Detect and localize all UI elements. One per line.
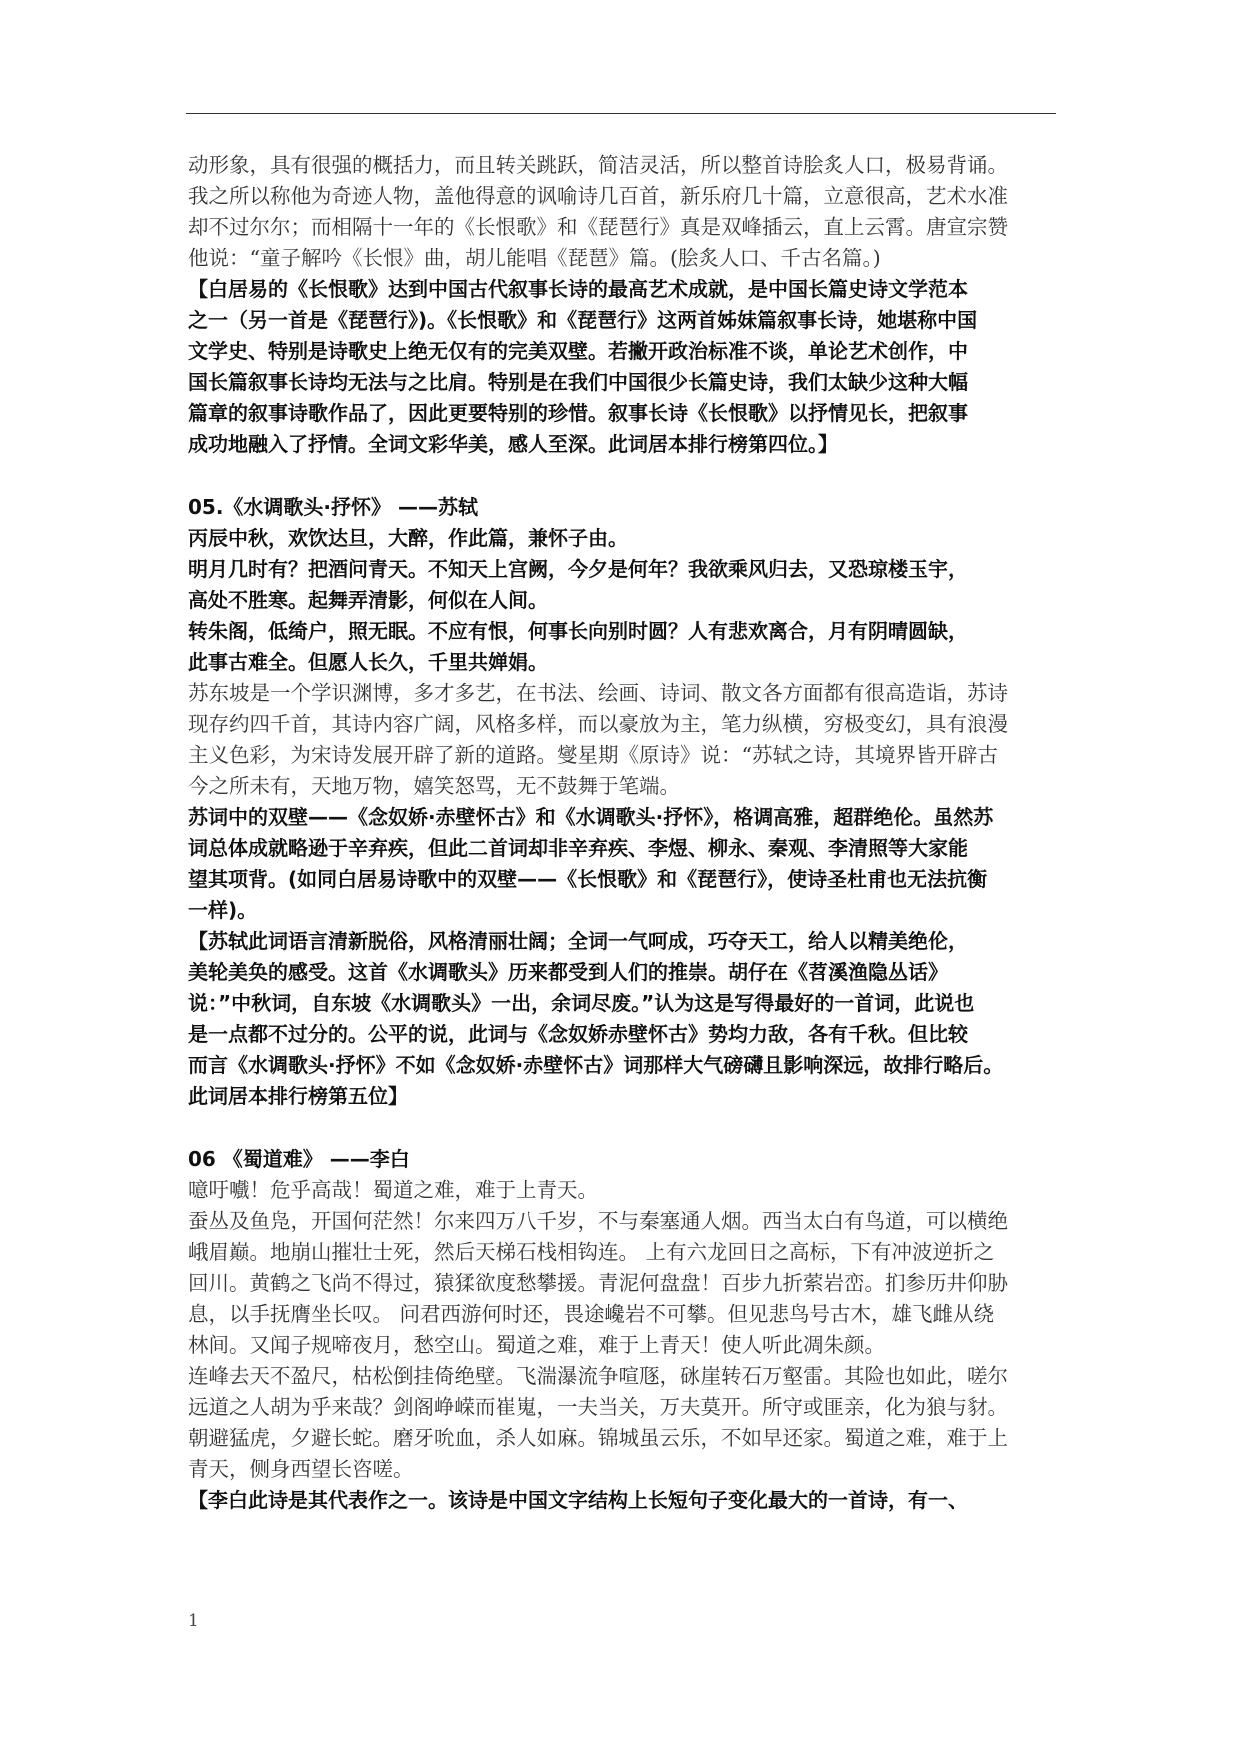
- text-line: 朝避猛虎，夕避长蛇。磨牙吮血，杀人如麻。锦城虽云乐，不如早还家。蜀道之难，难于上: [188, 1426, 1008, 1450]
- text-line: 林间。又闻子规啼夜月，愁空山。蜀道之难，难于上青天！使人听此凋朱颜。: [188, 1333, 885, 1357]
- bold-text-line: 而言《水调歌头·抒怀》不如《念奴娇·赤壁怀古》词那样大气磅礴且影响深远，故排行略后。: [188, 1053, 1004, 1077]
- text-line: 青天，侧身西望长咨嗟。: [188, 1457, 414, 1481]
- text-line: 远道之人胡为乎来哉？剑阁峥嵘而崔嵬，一夫当关，万夫莫开。所守或匪亲，化为狼与豺。: [188, 1395, 1008, 1419]
- bold-text-line: 转朱阁，低绮户，照无眠。不应有恨，何事长向别时圆？人有悲欢离合，月有阴晴圆缺，: [188, 619, 968, 643]
- paragraph-gap: [188, 460, 1056, 492]
- bold-text-line: 【白居易的《长恨歌》达到中国古代叙事长诗的最高艺术成就，是中国长篇史诗文学范本: [188, 277, 968, 301]
- bold-text-line: 06 《蜀道难》 ——李白: [188, 1147, 410, 1171]
- text-line: 噫吁嚱！危乎高哉！蜀道之难，难于上青天。: [188, 1178, 598, 1202]
- text-line: 苏东坡是一个学识渊博，多才多艺，在书法、绘画、诗词、散文各方面都有很高造诣，苏诗: [188, 681, 1008, 705]
- header-rule: [186, 113, 1056, 114]
- bold-text-line: 此词居本排行榜第五位】: [188, 1084, 408, 1108]
- paragraph-gap: [188, 1112, 1056, 1144]
- bold-text-line: 成功地融入了抒情。全词文彩华美，感人至深。此词居本排行榜第四位。】: [188, 432, 838, 456]
- bold-text-line: 是一点都不过分的。公平的说，此词与《念奴娇赤壁怀古》势均力敌，各有千秋。但比较: [188, 1022, 968, 1046]
- text-line: 动形象，具有很强的概括力，而且转关跳跃，简洁灵活，所以整首诗脍炙人口，极易背诵。: [188, 153, 1008, 177]
- bold-text-line: 说：”中秋词，自东坡《水调歌头》一出，余词尽废。”认为这是写得最好的一首词，此说也: [188, 991, 975, 1015]
- text-line: 息，以手抚膺坐长叹。 问君西游何时还，畏途巉岩不可攀。但见悲鸟号古木，雄飞雌从绕: [188, 1302, 995, 1326]
- bold-text-line: 此事古难全。但愿人长久，千里共婵娟。: [188, 650, 548, 674]
- page-body: [188, 150, 1056, 1516]
- bold-text-line: 词总体成就略逊于辛弃疾，但此二首词却非辛弃疾、李煜、柳永、秦观、李清照等大家能: [188, 836, 968, 860]
- bold-text-line: 望其项背。(如同白居易诗歌中的双壁——《长恨歌》和《琵琶行》，使诗圣杜甫也无法抗衡: [188, 867, 988, 891]
- text-line: 回川。黄鹤之飞尚不得过，猿猱欲度愁攀援。青泥何盘盘！百步九折萦岩峦。扪参历井仰胁: [188, 1271, 1008, 1295]
- bold-text-line: 【苏轼此词语言清新脱俗，风格清丽壮阔；全词一气呵成，巧夺天工，给人以精美绝伦，: [188, 929, 968, 953]
- bold-text-line: 【李白此诗是其代表作之一。该诗是中国文字结构上长短句子变化最大的一首诗，有一、: [188, 1488, 968, 1512]
- bold-text-line: 丙辰中秋，欢饮达旦，大醉，作此篇，兼怀子由。: [188, 526, 628, 550]
- bold-text-line: 文学史、特别是诗歌史上绝无仅有的完美双壁。若撇开政治标准不谈，单论艺术创作，中: [188, 339, 968, 363]
- bold-text-line: 05.《水调歌头·抒怀》 ——苏轼: [188, 495, 478, 519]
- page-number: 1: [188, 1611, 199, 1631]
- bold-text-line: 明月几时有？把酒问青天。不知天上宫阙，今夕是何年？我欲乘风归去，又恐琼楼玉宇，: [188, 557, 968, 581]
- text-line: 却不过尔尔；而相隔十一年的《长恨歌》和《琵琶行》真是双峰插云，直上云霄。唐宣宗赞: [188, 215, 1008, 239]
- bold-text-line: 苏词中的双壁——《念奴娇·赤壁怀古》和《水调歌头·抒怀》，格调高雅，超群绝伦。虽然苏: [188, 805, 994, 829]
- text-line: 他说：“童子解吟《长恨》曲，胡儿能唱《琵琶》篇。(脍炙人口、千古名篇。): [188, 246, 881, 270]
- bold-text-line: 篇章的叙事诗歌作品了，因此更要特别的珍惜。叙事长诗《长恨歌》以抒情见长，把叙事: [188, 401, 968, 425]
- text-line: 现存约四千首，其诗内容广阔，风格多样，而以豪放为主，笔力纵横，穷极变幻，具有浪漫: [188, 712, 1008, 736]
- text-line: 蚕丛及鱼凫，开国何茫然！尔来四万八千岁，不与秦塞通人烟。西当太白有鸟道，可以横绝: [188, 1209, 1008, 1233]
- text-line: 我之所以称他为奇迹人物，盖他得意的讽喻诗几百首，新乐府几十篇，立意很高，艺术水准: [188, 184, 1008, 208]
- bold-text-line: 之一（另一首是《琵琶行》)。《长恨歌》和《琵琶行》这两首姊妹篇叙事长诗，她堪称中国: [188, 308, 978, 332]
- bold-text-line: 美轮美奂的感受。这首《水调歌头》历来都受到人们的推崇。胡仔在《苕溪渔隐丛话》: [188, 960, 948, 984]
- bold-text-line: 一样)。: [188, 898, 258, 922]
- text-line: 峨眉巅。地崩山摧壮士死，然后天梯石栈相钩连。 上有六龙回日之高标，下有冲波逆折之: [188, 1240, 995, 1264]
- text-line: 连峰去天不盈尺，枯松倒挂倚绝壁。飞湍瀑流争喧豗，砯崖转石万壑雷。其险也如此，嗟尔: [188, 1364, 1008, 1388]
- bold-text-line: 国长篇叙事长诗均无法与之比肩。特别是在我们中国很少长篇史诗，我们太缺少这种大幅: [188, 370, 968, 394]
- text-line: 主义色彩，为宋诗发展开辟了新的道路。燮星期《原诗》说：“苏轼之诗，其境界皆开辟古: [188, 743, 998, 767]
- text-line: 今之所未有，天地万物，嬉笑怒骂，无不鼓舞于笔端。: [188, 774, 680, 798]
- bold-text-line: 高处不胜寒。起舞弄清影，何似在人间。: [188, 588, 548, 612]
